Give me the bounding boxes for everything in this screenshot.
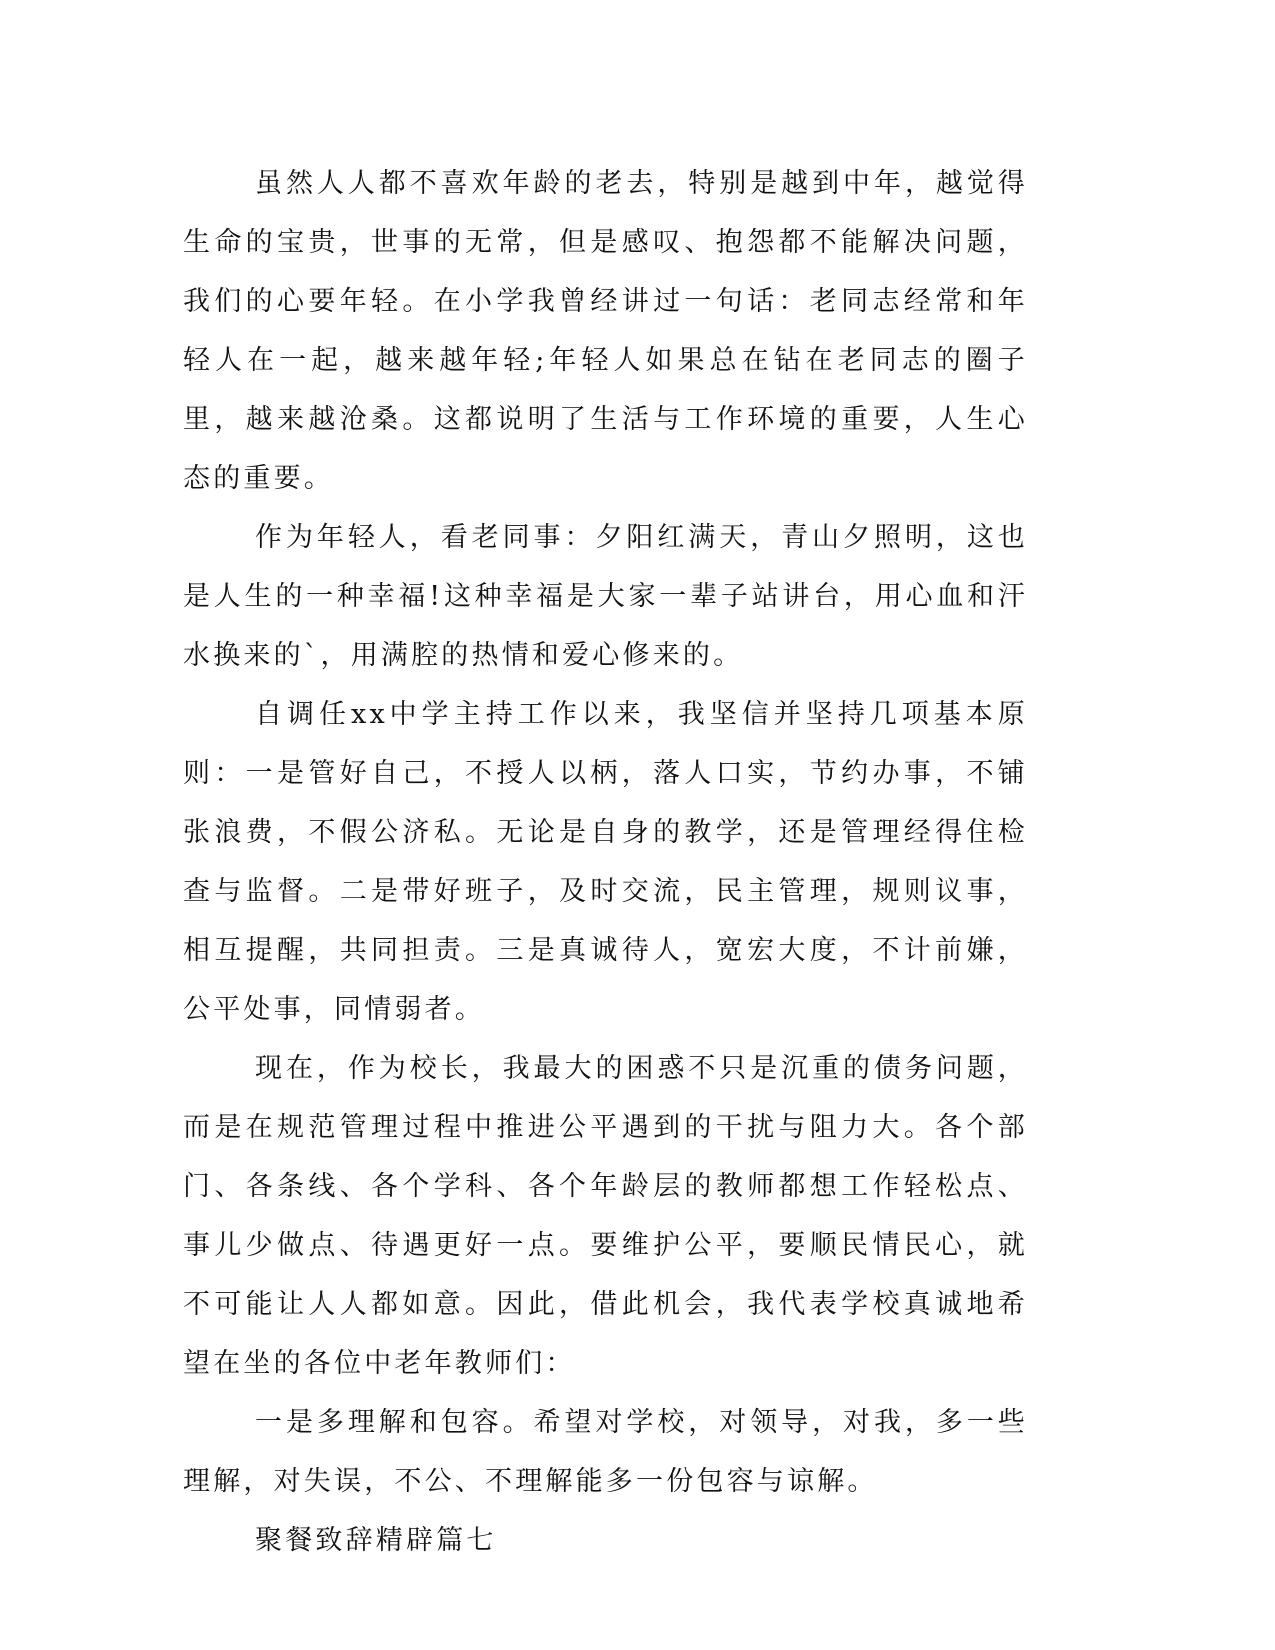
paragraph-5: 一是多理解和包容。希望对学校，对领导，对我，多一些理解，对失误，不公、不理解能多一份包容与谅解。 <box>183 1407 1028 1497</box>
paragraph-3: 自调任xx中学主持工作以来，我坚信并坚持几项基本原则：一是管好自己，不授人以柄，落人口实，节约办事，不铺张浪费，不假公济私。无论是自身的教学，还是管理经得住检查与监督。二是带好班子，及时交流，民主管理，规则议事，相互提醒，共同担责。三是真诚待人，宽宏大度，不计前嫌，公平处事，同情弱者。 <box>183 699 1028 1025</box>
paragraph-1: 虽然人人都不喜欢年龄的老去，特别是越到中年，越觉得生命的宝贵，世事的无常，但是感叹、抱怨都不能解决问题，我们的心要年轻。在小学我曾经讲过一句话：老同志经常和年轻人在一起，越来越年轻;年轻人如果总在钻在老同志的圈子里，越来越沧桑。这都说明了生活与工作环境的重要，人生心态的重要。 <box>183 168 1028 494</box>
section-title: 聚餐致辞精辟篇七 <box>255 1525 497 1556</box>
paragraph-2: 作为年轻人，看老同事：夕阳红满天，青山夕照明，这也是人生的一种幸福!这种幸福是大家一辈子站讲台，用心血和汗水换来的`，用满腔的热情和爱心修来的。 <box>183 522 1028 671</box>
document-body <box>183 154 1028 1570</box>
paragraph-4: 现在，作为校长，我最大的困惑不只是沉重的债务问题，而是在规范管理过程中推进公平遇到的干扰与阻力大。各个部门、各条线、各个学科、各个年龄层的教师都想工作轻松点、事儿少做点、待遇更好一点。要维护公平，要顺民情民心，就不可能让人人都如意。因此，借此机会，我代表学校真诚地希望在坐的各位中老年教师们： <box>183 1053 1028 1379</box>
